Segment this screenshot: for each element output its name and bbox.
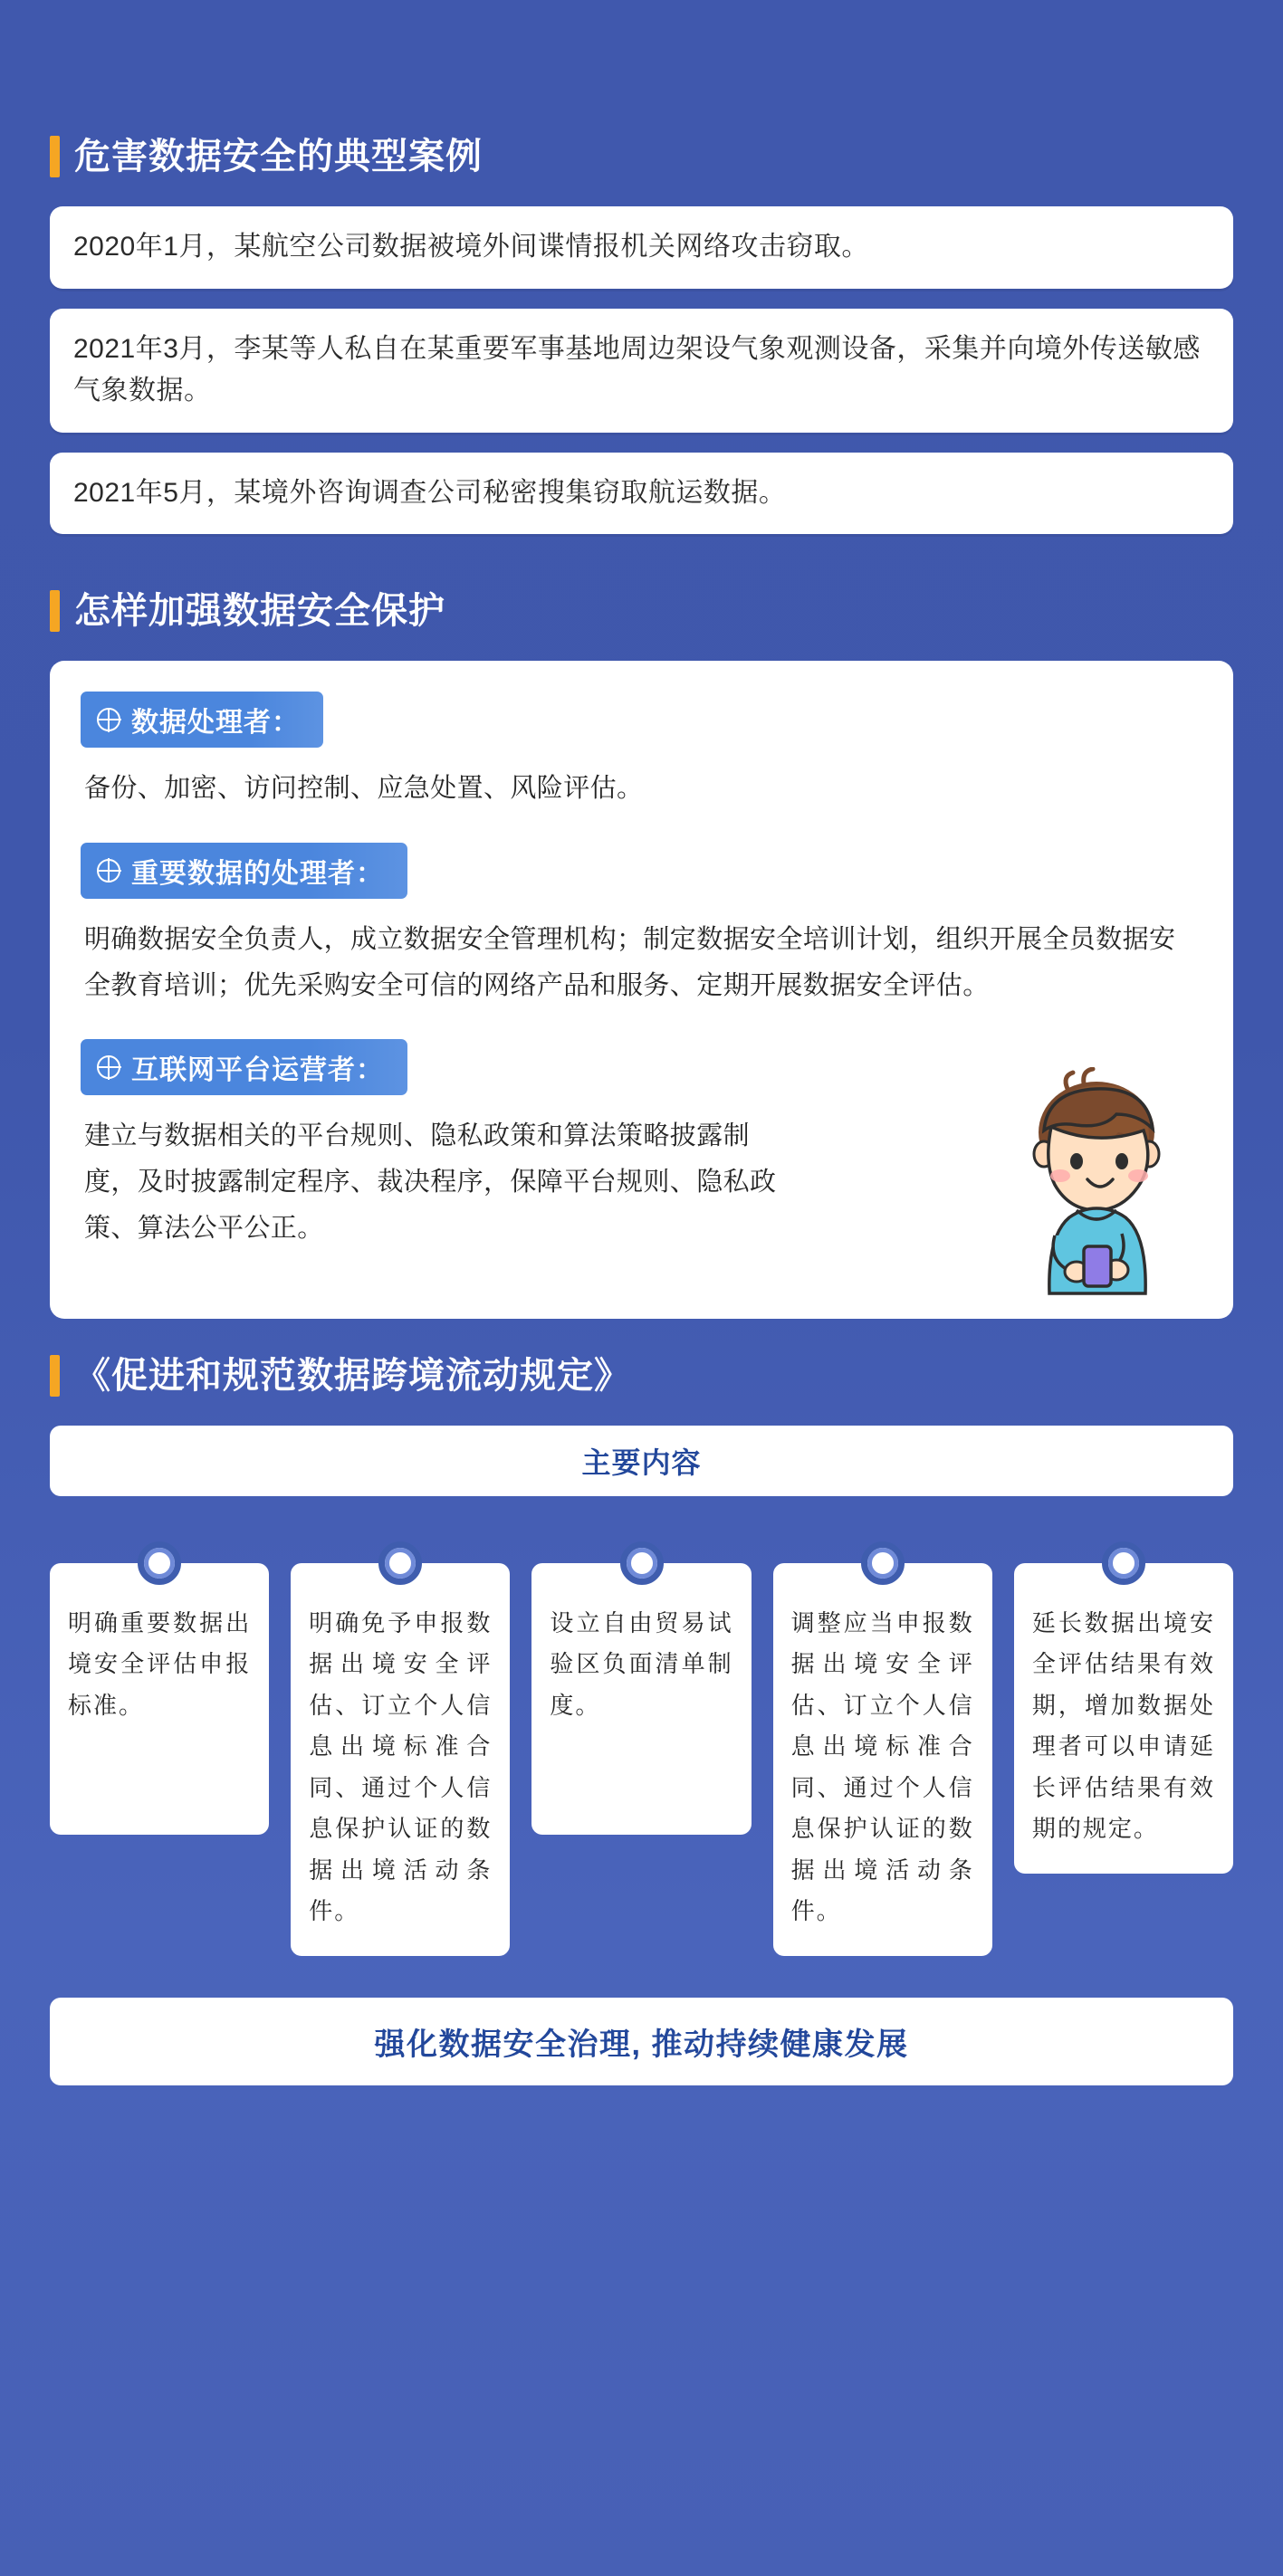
circle-marker-icon	[620, 1541, 664, 1585]
case-card: 2021年3月，李某等人私自在某重要军事基地周边架设气象观测设备，采集并向境外传送敏感气象数据。	[50, 309, 1233, 433]
case-card: 2020年1月，某航空公司数据被境外间谍情报机关网络攻击窃取。	[50, 206, 1233, 289]
globe-icon	[97, 859, 120, 883]
regulation-card-text: 明确免予申报数据出境安全评估、订立个人信息出境标准合同、通过个人信息保护认证的数据出境活动条件。	[291, 1563, 510, 1956]
section-heading-protection	[50, 590, 1233, 632]
accent-bar-icon	[50, 136, 60, 177]
regulation-card-text: 调整应当申报数据出境安全评估、订立个人信息出境标准合同、通过个人信息保护认证的数据出境活动条件。	[773, 1563, 992, 1956]
regulation-card	[50, 1541, 269, 1835]
protection-panel	[50, 661, 1233, 1319]
globe-icon	[97, 1055, 120, 1079]
regulation-card-row	[50, 1541, 1233, 1956]
circle-marker-icon	[1102, 1541, 1145, 1585]
section-title-regulation: 《促进和规范数据跨境流动规定》	[74, 1355, 631, 1396]
accent-bar-icon	[50, 590, 60, 632]
footer-slogan: 强化数据安全治理, 推动持续健康发展	[50, 1998, 1233, 2085]
protection-text: 明确数据安全负责人，成立数据安全管理机构；制定数据安全培训计划，组织开展全员数据安全教育培训；优先采购安全可信的网络产品和服务、定期开展数据安全评估。	[84, 924, 1176, 1000]
tag-important-data-processor	[81, 843, 407, 899]
regulation-card-text: 明确重要数据出境安全评估申报标准。	[50, 1563, 269, 1835]
circle-marker-icon	[138, 1541, 181, 1585]
regulation-card	[1014, 1541, 1233, 1874]
case-card: 2021年5月，某境外咨询调查公司秘密搜集窃取航运数据。	[50, 453, 1233, 535]
tag-label: 重要数据的处理者：	[131, 858, 384, 889]
tag-data-processor	[81, 692, 323, 748]
regulation-subtitle: 主要内容	[50, 1426, 1233, 1496]
regulation-card	[291, 1541, 510, 1956]
regulation-card-text: 设立自由贸易试验区负面清单制度。	[531, 1563, 751, 1835]
section-heading-regulation	[50, 1355, 1233, 1397]
section-heading-cases	[50, 136, 1233, 177]
regulation-card	[773, 1541, 992, 1956]
protection-text: 建立与数据相关的平台规则、隐私政策和算法策略披露制度，及时披露制定程序、裁决程序，保障平台规则、隐私政策、算法公平公正。	[84, 1121, 777, 1243]
tag-platform-operator	[81, 1039, 407, 1095]
regulation-card-text: 延长数据出境安全评估结果有效期，增加数据处理者可以申请延长评估结果有效期的规定。	[1014, 1563, 1233, 1874]
regulation-card	[531, 1541, 751, 1835]
tag-label: 数据处理者：	[131, 708, 300, 738]
section-title-cases: 危害数据安全的典型案例	[74, 137, 483, 177]
globe-icon	[97, 708, 120, 731]
protection-text: 备份、加密、访问控制、应急处置、风险评估。	[84, 774, 644, 803]
section-title-protection: 怎样加强数据安全保护	[74, 591, 445, 631]
accent-bar-icon	[50, 1355, 60, 1397]
circle-marker-icon	[378, 1541, 422, 1585]
circle-marker-icon	[861, 1541, 905, 1585]
tag-label: 互联网平台运营者：	[131, 1055, 384, 1086]
mascot-illustration-icon	[990, 1067, 1202, 1302]
